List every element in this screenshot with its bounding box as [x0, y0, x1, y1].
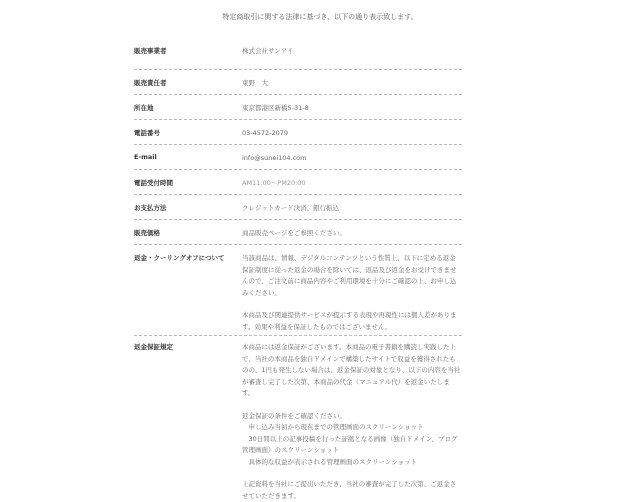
table-row [134, 336, 462, 502]
row-label-manager: 販売責任者 [134, 79, 167, 87]
email-link[interactable]: info@sunei104.com [242, 154, 307, 162]
row-label-email: E-mail [134, 153, 157, 161]
table-row [134, 120, 462, 145]
row-value-email [242, 153, 462, 165]
table-row [134, 36, 462, 70]
row-label-address: 所在地 [134, 104, 154, 112]
table-row [134, 195, 462, 220]
row-label-refund-cooling-off: 返金・クーリングオフについて [134, 254, 225, 262]
row-label-phone: 電話番号 [134, 129, 160, 137]
row-value-address: 東京都港区新橋5-31-8 [242, 104, 309, 112]
row-value-price: 商品販売ページをご参照ください。 [242, 229, 346, 237]
row-value-hours: AM11:00〜PM20:00 [242, 179, 306, 187]
row-value-refund-cooling-off: 当該商品は、情報、デジタルコンテンツという性質上、以下に定める返金保証制度に従った返金の場合を除いては、返品及び返金をお受けできませんので、ご注文前に商品内容やご利用環境を十分にご確認の上、お申し込みください。 本商品及び関連提供サービスが提示する表現や再現性には個人差があります。効果や利益を保証したものではございません。 [242, 254, 457, 331]
row-value-seller: 株式会社サンアイ [242, 47, 294, 55]
row-value-payment: クレジットカード決済、銀行振込 [242, 204, 340, 212]
row-label-payment: お支払方法 [134, 204, 167, 212]
table-row [134, 95, 462, 120]
row-label-price: 販売価格 [134, 229, 160, 237]
row-value-manager: 東野 大 [242, 79, 268, 87]
table-row [134, 70, 462, 95]
intro-text: 特定商取引に関する法律に基づき、以下の通り表示致します。 [222, 13, 418, 21]
legal-info-table [134, 36, 462, 502]
table-row [134, 220, 462, 245]
row-value-refund-guarantee: 本商品には返金保証がございます。本商品の電子書籍を購読し実践した上で、当社の本商品を独自ドメインで構築したサイトで収益を獲得されたものの、1円も発生しない場合は、返金保証の対象となり、以下の内容を当社が審査し完了した次第、本商品の代金（マニュアル代）を返金いたします。 返金保証の条件をご確認ください。 申し込み当初から現在までの管理画面のスクリーンショット 30日間以上の記事投稿を行った証拠となる画像（独自ドメイン、ブログ管理画面）のスクリーンショット 具体的な収益が表示される管理画面のスクリーンショット 上記資料を当社にご提出いただき、当社の審査が完了した次第、ご返金させていただきます。 [242, 343, 461, 500]
row-label-refund-guarantee: 返金保証規定 [134, 343, 173, 351]
table-row [134, 145, 462, 170]
row-label-seller: 販売事業者 [134, 47, 167, 55]
table-row [134, 170, 462, 195]
row-value-phone: 03-4572-2079 [242, 129, 289, 137]
table-row [134, 245, 462, 336]
row-label-hours: 電話受付時間 [134, 179, 173, 187]
